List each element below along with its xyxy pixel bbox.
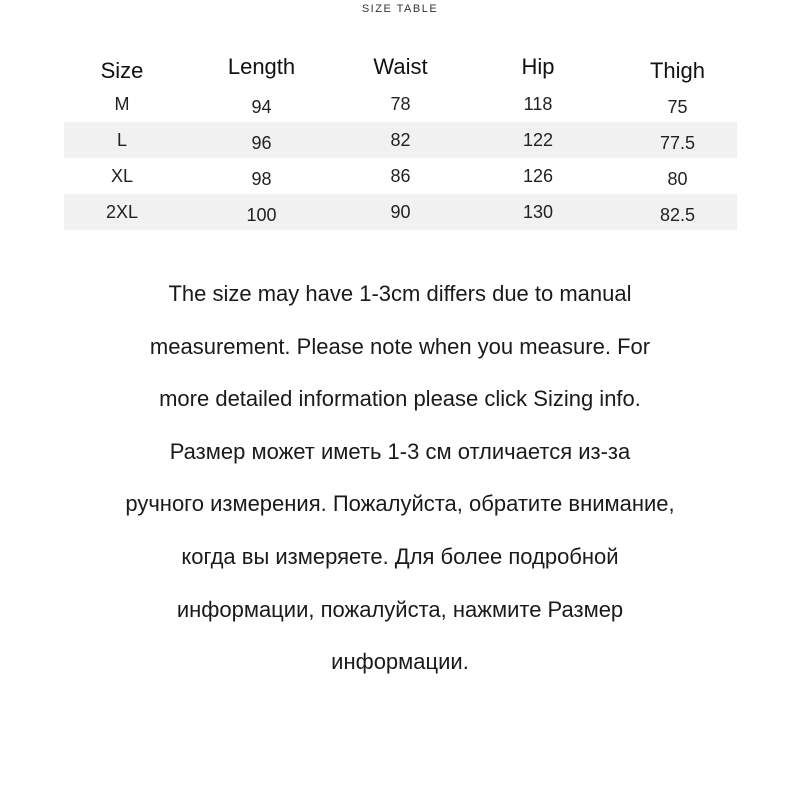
- cell-waist: 82: [390, 129, 411, 150]
- note-line: more detailed information please click Sizing info.: [159, 386, 641, 412]
- table-header-row: [64, 48, 737, 86]
- cell-thigh: 80: [667, 168, 688, 189]
- table-row: [64, 122, 737, 158]
- header-thigh: Thigh: [649, 58, 706, 83]
- cell-thigh: 75: [667, 96, 688, 117]
- page-title: SIZE TABLE: [361, 3, 439, 15]
- cell-thigh: 77.5: [659, 132, 696, 153]
- cell-hip: 118: [523, 93, 553, 114]
- table-row: [64, 158, 737, 194]
- table-row: [64, 194, 737, 230]
- cell-waist: 78: [390, 93, 411, 114]
- cell-hip: 130: [522, 201, 554, 222]
- table-row: [64, 86, 737, 122]
- cell-waist: 90: [390, 201, 411, 222]
- header-length: Length: [227, 54, 296, 79]
- cell-hip: 122: [522, 129, 554, 150]
- cell-length: 96: [251, 132, 272, 153]
- note-line: Размер может иметь 1-3 см отличается из-за: [169, 438, 631, 464]
- note-line: measurement. Please note when you measure. For: [149, 333, 651, 359]
- note-line: The size may have 1-3cm differs due to manual: [168, 281, 632, 306]
- cell-thigh: 82.5: [659, 204, 696, 225]
- cell-hip: 126: [522, 165, 554, 186]
- note-line: информации.: [331, 649, 469, 675]
- cell-size: M: [114, 93, 130, 114]
- size-note: [40, 268, 760, 689]
- note-line: информации, пожалуйста, нажмите Размер: [176, 596, 624, 622]
- cell-waist: 86: [390, 165, 411, 186]
- header-hip: Hip: [521, 54, 555, 79]
- cell-size: 2XL: [105, 201, 139, 222]
- size-table: [64, 48, 737, 230]
- note-line: когда вы измеряете. Для более подробной: [181, 543, 619, 569]
- cell-size: L: [116, 129, 127, 150]
- cell-size: XL: [110, 165, 134, 186]
- cell-length: 98: [251, 168, 272, 189]
- cell-length: 94: [251, 96, 272, 117]
- header-waist: Waist: [373, 54, 428, 79]
- cell-length: 100: [246, 204, 277, 225]
- note-line: ручного измерения. Пожалуйста, обратите внимание,: [125, 491, 675, 517]
- header-size: Size: [100, 58, 144, 83]
